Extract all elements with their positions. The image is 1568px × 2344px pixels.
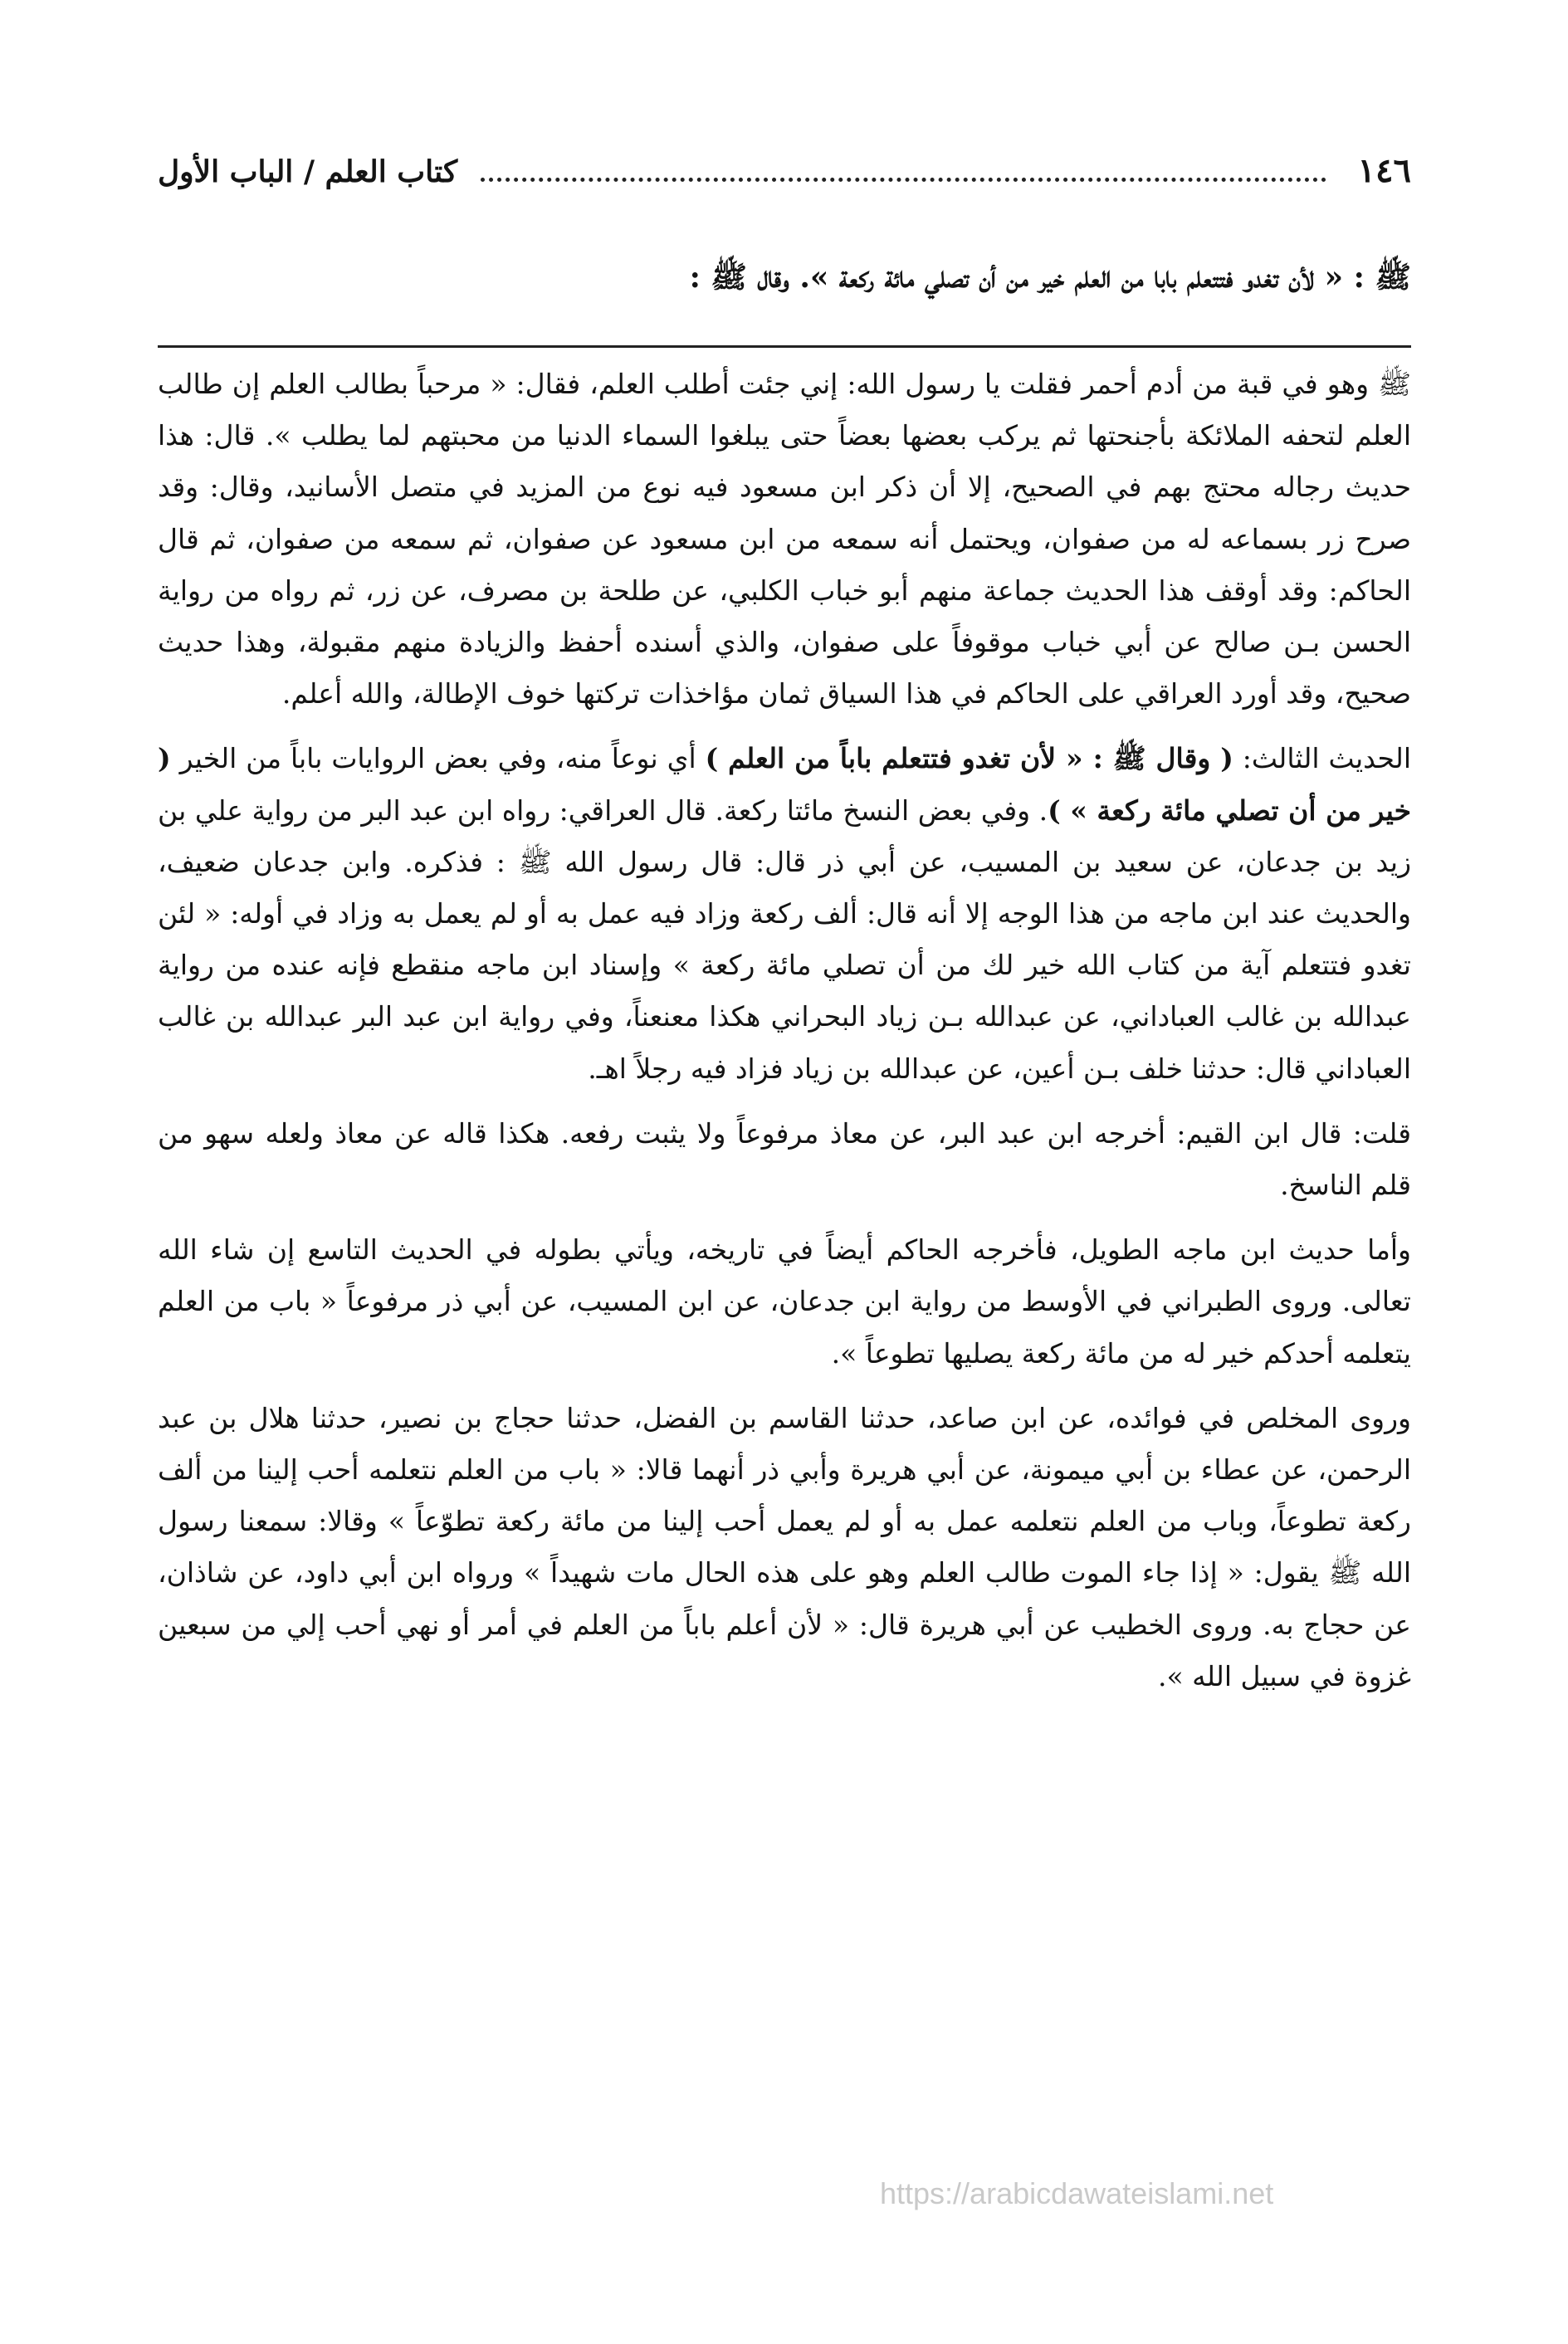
commentary-paragraph-2 (158, 733, 1411, 1094)
commentary-paragraph-1: ﷺ وهو في قبة من أدم أحمر فقلت يا رسول الله: إني جئت أطلب العلم، فقال: « مرحباً بطالب العلم إن طالب العلم لتحفه الملائكة بأجنحتها ثم يركب بعضها بعضاً حتى يبلغوا السماء الدنيا من محبتهم لما يطلب ». قال: هذا حديث رجاله محتج بهم في الصحيح، إلا أن ذكر ابن مسعود فيه نوع من المزيد في متصل الأسانيد، وقال: وقد صرح زر بسماعه له من صفوان، ويحتمل أنه سمعه من ابن مسعود عن صفوان، ثم سمعه من صفوان، ثم قال الحاكم: وقد أوقف هذا الحديث جماعة منهم أبو خباب الكلبي، عن طلحة بن مصرف، عن زر، ثم رواه من رواية الحسن بـن صالح عن أبي خباب موقوفاً على صفوان، والذي أسنده أحفظ والزيادة منهم مقبولة، وهذا حديث صحيح، وقد أورد العراقي على الحاكم في هذا السياق ثمان مؤاخذات تركتها خوف الإطالة، والله أعلم. (158, 368, 1411, 711)
commentary-paragraph-5: وروى المخلص في فوائده، عن ابن صاعد، حدثنا القاسم بن الفضل، حدثنا حجاج بن نصير، حدثنا هلال بن عبد الرحمن، عن عطاء بن أبي ميمونة، عن أبي هريرة وأبي ذر أنهما قالا: « باب من العلم نتعلمه أحب إلينا من ألف ركعة تطوعاً، وباب من العلم نتعلمه عمل به أو لم يعمل أحب إلينا من مائة ركعة تطوّعاً » وقالا: سمعنا رسول الله ﷺ يقول: « إذا جاء الموت طالب العلم وهو على هذه الحال مات شهيداً » ورواه ابن أبي داود، عن شاذان، عن حجاج به. وروى الخطيب عن أبي هريرة قال: « لأن أعلم باباً من العلم في أمر أو نهي أحب إلي من سبعين غزوة في سبيل الله ». (158, 1401, 1411, 1692)
p2-intro: الحديث الثالث: (1233, 742, 1411, 775)
header-dotted-leader (481, 159, 1326, 182)
watermark-url: https://arabicdawateislami.net (880, 2176, 1274, 2210)
running-header (158, 151, 1411, 201)
commentary-paragraph-4: وأما حديث ابن ماجه الطويل، فأخرجه الحاكم أيضاً في تاريخه، ويأتي بطوله في الحديث التاسع إن شاء الله تعالى. وروى الطبراني في الأوسط من رواية ابن جدعان، عن ابن المسيب، عن أبي ذر مرفوعاً « باب من العلم يتعلمه أحدكم خير له من مائة ركعة يصليها تطوعاً ». (158, 1233, 1411, 1370)
p2-bold-quote-2: ( خير من أن تصلي مائة ركعة » ) (158, 742, 1411, 827)
commentary (158, 359, 1411, 1702)
p2-rest: . وفي بعض النسخ مائتا ركعة. قال العراقي: رواه ابن عبد البر من رواية علي بن زيد بن جدعان، عن سعيد بن المسيب، عن أبي ذر قال: قال رسول الله ﷺ : فذكره. وابن جدعان ضعيف، والحديث عند ابن ماجه من هذا الوجه إلا أنه قال: ألف ركعة وزاد فيه عمل به أو لم يعمل به وزاد في أوله: « لئن تغدو فتتعلم آية من كتاب الله خير لك من أن تصلي مائة ركعة » وإسناد ابن ماجه منقطع فإنه عنده من رواية عبدالله بن غالب العباداني، عن عبدالله بـن زياد البحراني هكذا معنعناً، وفي رواية ابن عبد البر عبدالله بن غالب العباداني قال: حدثنا خلف بـن أعين، عن عبدالله بن زياد فزاد فيه رجلاً اهـ. (158, 794, 1411, 1085)
commentary-paragraph-3: قلت: قال ابن القيم: أخرجه ابن عبد البر، عن معاذ مرفوعاً ولا يثبت رفعه. هكذا قاله عن معاذ ولعله سهو من قلم الناسخ. (158, 1116, 1411, 1202)
p2-middle: أي نوعاً منه، وفي بعض الروايات باباً من الخير (170, 742, 706, 775)
chapter-title: كتاب العلم / الباب الأول (158, 154, 458, 189)
main-text: ﷺ : « لأن تغدو فتتعلم بابا من العلم خير من أن تصلي مائة ركعة ». وقال ﷺ : (689, 260, 1411, 295)
p2-bold-quote-1: ( وقال ﷺ : « لأن تغدو فتتعلم باباً من العلم ) (705, 742, 1233, 775)
footnote-separator (158, 345, 1411, 348)
page-number: ١٤٦ (1357, 151, 1411, 190)
